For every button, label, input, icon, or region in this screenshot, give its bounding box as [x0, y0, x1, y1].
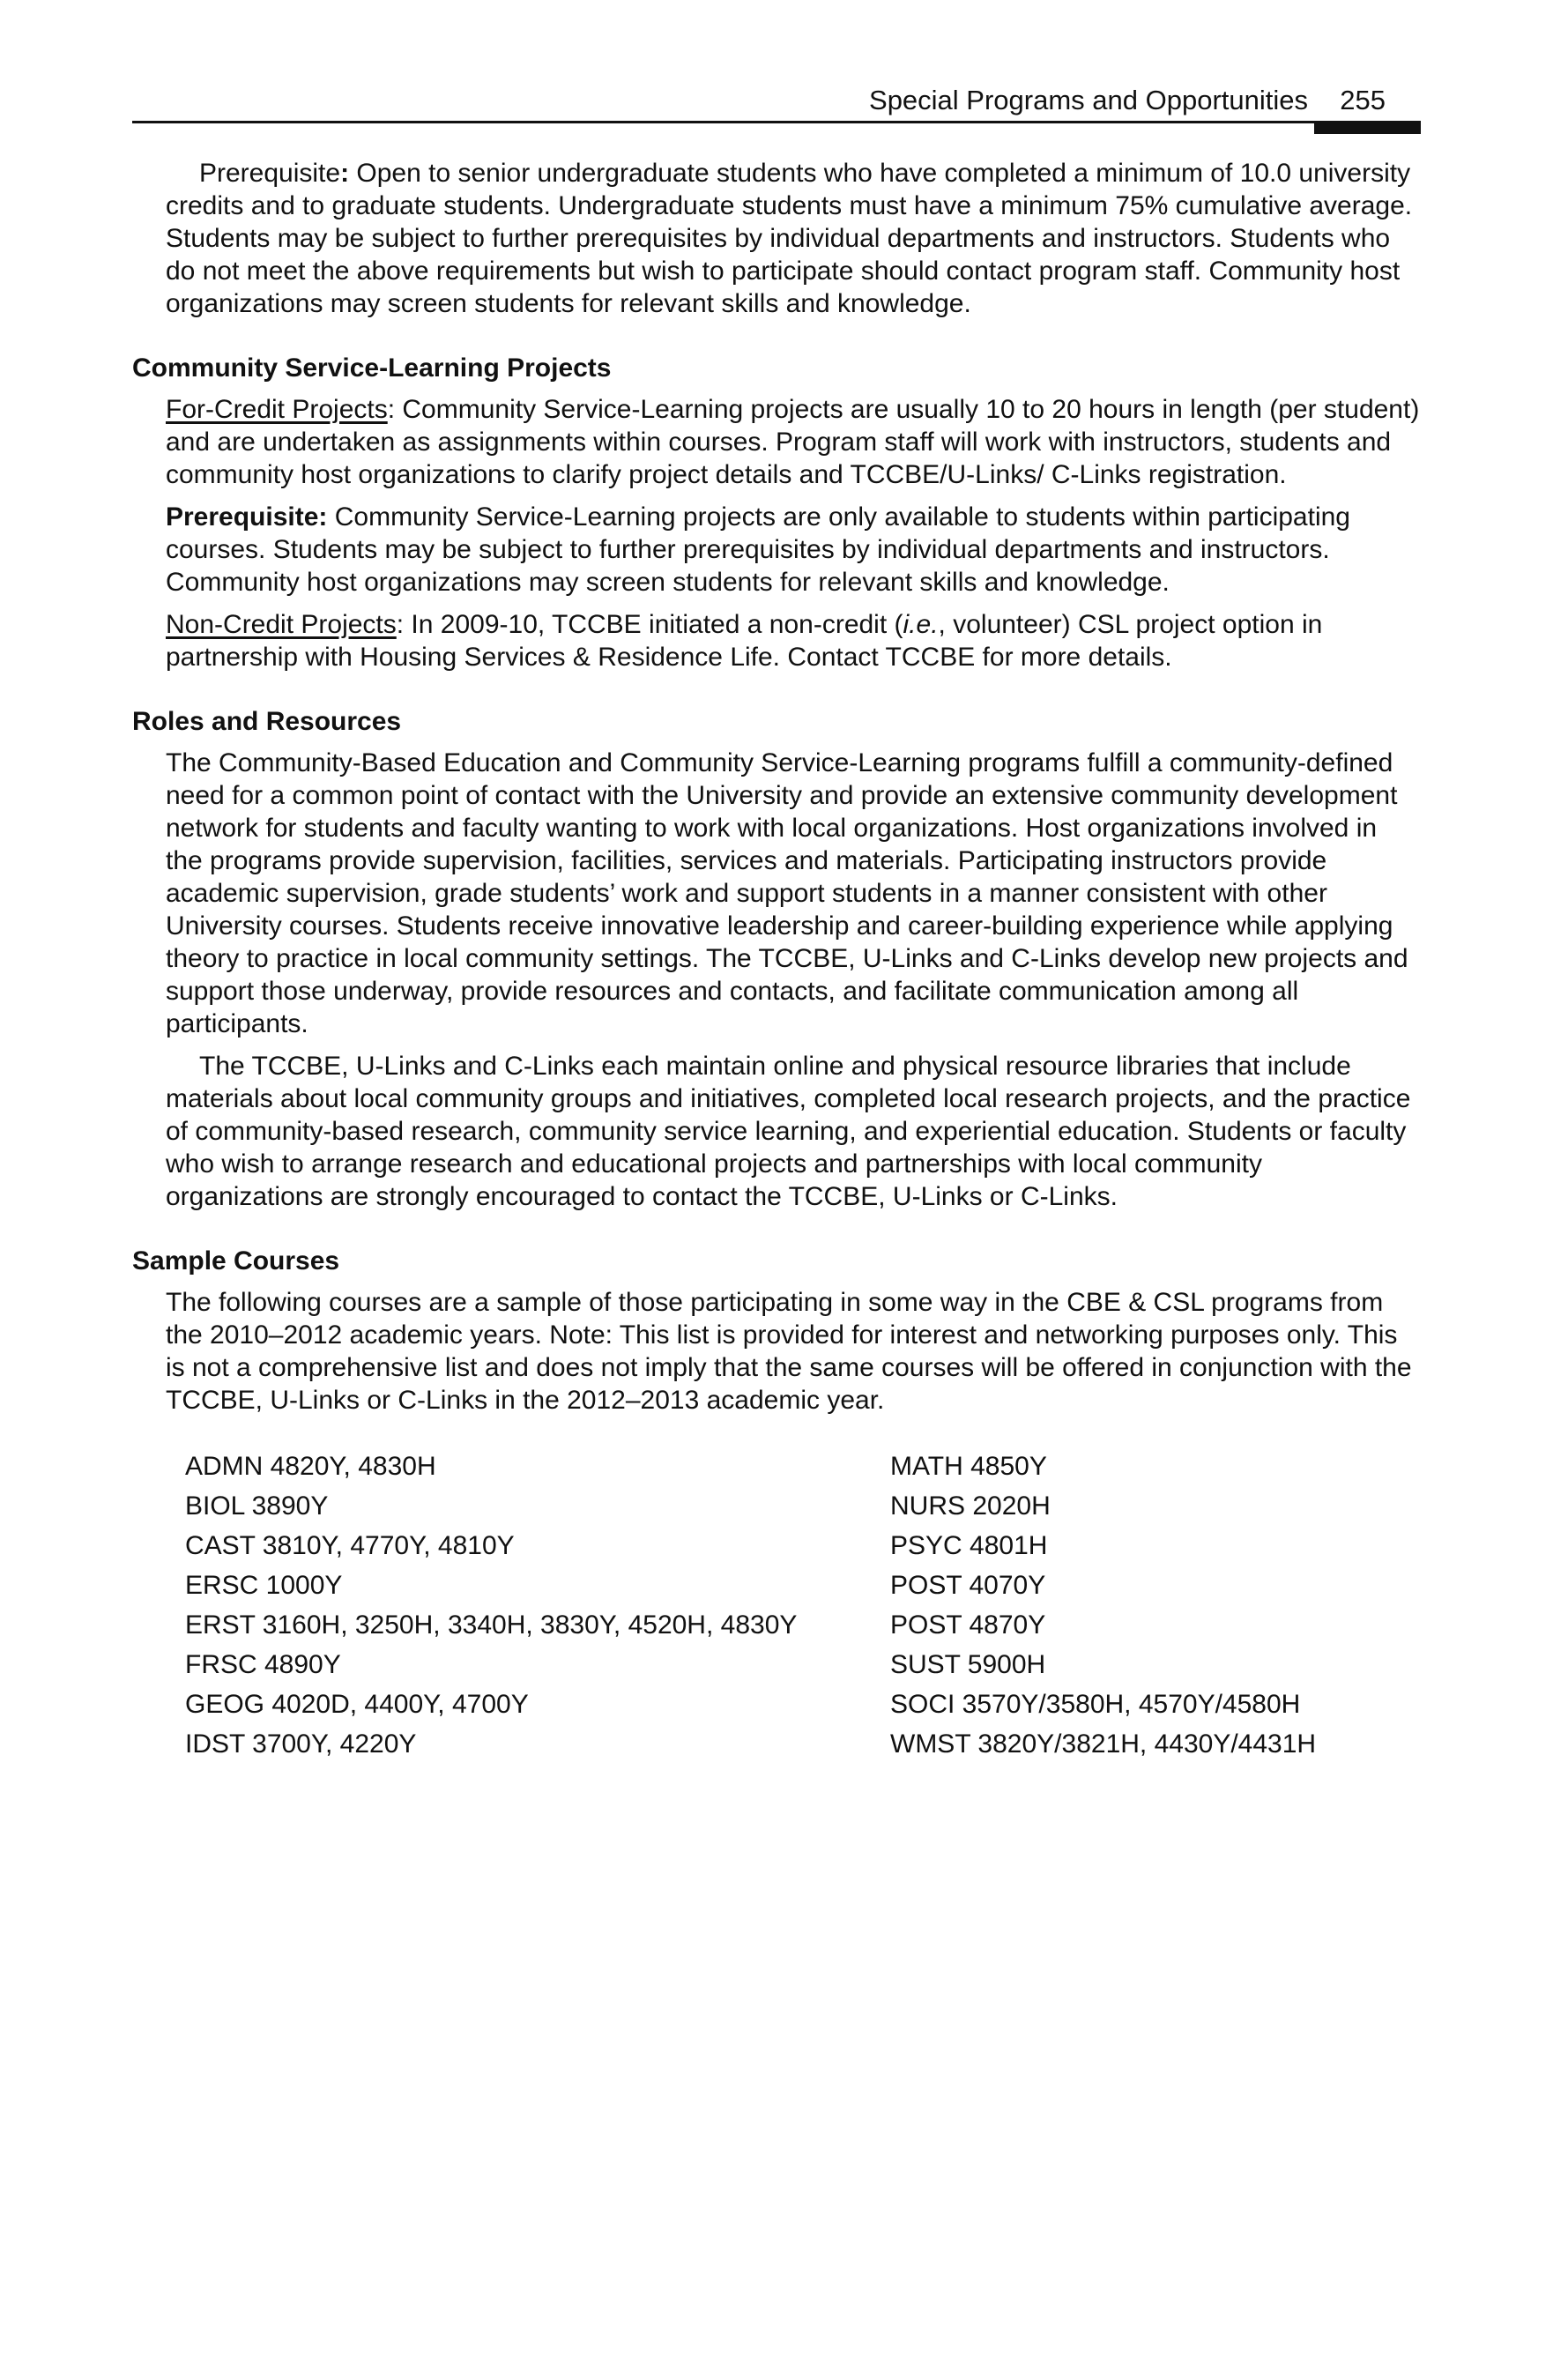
section-heading-csl-projects: Community Service-Learning Projects — [132, 353, 612, 383]
list-item: NURS 2020H — [890, 1491, 1051, 1521]
for-credit-label: For-Credit Projects — [166, 395, 388, 424]
non-credit-label: Non-Credit Projects — [166, 610, 397, 639]
section-heading-sample-courses: Sample Courses — [132, 1246, 340, 1276]
csl-prerequisite-paragraph — [166, 501, 1421, 599]
list-item: GEOG 4020D, 4400Y, 4700Y — [185, 1690, 529, 1719]
course-list-left-column — [185, 1447, 890, 1764]
csl-prerequisite-text: Community Service-Learning projects are only available to students within participating courses. Students may be subject to further prerequisites by individual departments and instructors. Community host organizations may screen students for relevant skills and knowledge. — [166, 502, 1350, 597]
roles-paragraph-2: The TCCBE, U-Links and C-Links each maintain online and physical resource libraries that include materials about local community groups and initiatives, completed local research projects, and the practice of community-based research, community service learning, and experiential education. Students or faculty who wish to arrange research and educational projects and partnerships with local community organizations are strongly encouraged to contact the TCCBE, U-Links or C-Links. — [166, 1052, 1411, 1211]
list-item: SOCI 3570Y/3580H, 4570Y/4580H — [890, 1690, 1301, 1719]
list-item: PSYC 4801H — [890, 1531, 1048, 1560]
header-tab-bar — [1314, 123, 1421, 134]
list-item: IDST 3700Y, 4220Y — [185, 1729, 417, 1759]
non-credit-ie: i.e. — [903, 610, 939, 639]
list-item: ERSC 1000Y — [185, 1571, 343, 1600]
list-item: POST 4070Y — [890, 1571, 1046, 1600]
sample-courses-intro: The following courses are a sample of those participating in some way in the CBE & CSL programs from the 2010–2012 academic years. Note: This list is provided for interest and networking purposes only. This is not a comprehensive list and does not imply that the same courses will be offered in conjunction with the TCCBE, U-Links or C-Links in the 2012–2013 academic year. — [166, 1288, 1412, 1415]
section-heading-roles: Roles and Resources — [132, 707, 402, 736]
list-item: ERST 3160H, 3250H, 3340H, 3830Y, 4520H, 4830Y — [185, 1610, 798, 1640]
non-credit-text-end: , volunteer) CSL project option in partnership with Housing Services & Residence Life. Contact TCCBE for more details. — [166, 610, 1323, 672]
page-number: 255 — [1340, 85, 1386, 115]
header-rule — [132, 121, 1421, 123]
for-credit-paragraph — [166, 393, 1421, 491]
roles-paragraph-1: The Community-Based Education and Community Service-Learning programs fulfill a community-defined need for a common point of contact with the University and provide an extensive community development network for students and faculty wanting to work with local organizations. Host organizations involved in the programs provide supervision, facilities, services and materials. Participating instructors provide academic supervision, grade students’ work and support students in a manner consistent with other University courses. Students receive innovative leadership and career-building experience while applying theory to practice in local community settings. The TCCBE, U-Links and C-Links develop new projects and support those underway, provide resources and contacts, and facilitate communication among all participants. — [166, 748, 1408, 1038]
list-item: BIOL 3890Y — [185, 1491, 329, 1521]
list-item: ADMN 4820Y, 4830H — [185, 1452, 436, 1481]
intro-prerequisite-paragraph — [166, 157, 1421, 320]
course-list — [185, 1447, 1331, 1764]
course-list-right-column — [890, 1447, 1331, 1764]
list-item: SUST 5900H — [890, 1650, 1046, 1679]
header-title: Special Programs and Opportunities — [869, 85, 1308, 115]
prerequisite-text: Open to senior undergraduate students who have completed a minimum of 10.0 university credits and to graduate students. Undergraduate students must have a minimum 75% cumulative average. Students may be subject to further prerequisites by individual departments and instructors. Students who do not meet the above requirements but wish to participate should contact program staff. Community host organizations may screen students for relevant skills and knowledge. — [166, 159, 1413, 318]
list-item: WMST 3820Y/3821H, 4430Y/4431H — [890, 1729, 1317, 1759]
list-item: FRSC 4890Y — [185, 1650, 341, 1679]
list-item: CAST 3810Y, 4770Y, 4810Y — [185, 1531, 515, 1560]
list-item: MATH 4850Y — [890, 1452, 1047, 1481]
for-credit-text: : Community Service-Learning projects are usually 10 to 20 hours in length (per student) and are undertaken as assignments within courses. Program staff will work with instructors, students and community host organizations to clarify project details and TCCBE/U-Links/ C-Links registration. — [166, 395, 1420, 489]
non-credit-paragraph — [166, 608, 1421, 673]
prerequisite-colon: : — [340, 159, 350, 188]
non-credit-text-start: : In 2009-10, TCCBE initiated a non-credit ( — [396, 610, 903, 639]
running-header — [132, 81, 1421, 125]
list-item: POST 4870Y — [890, 1610, 1046, 1640]
csl-prerequisite-label: Prerequisite: — [166, 502, 328, 532]
page-content — [132, 157, 1421, 1764]
prerequisite-label: Prerequisite — [199, 159, 341, 188]
